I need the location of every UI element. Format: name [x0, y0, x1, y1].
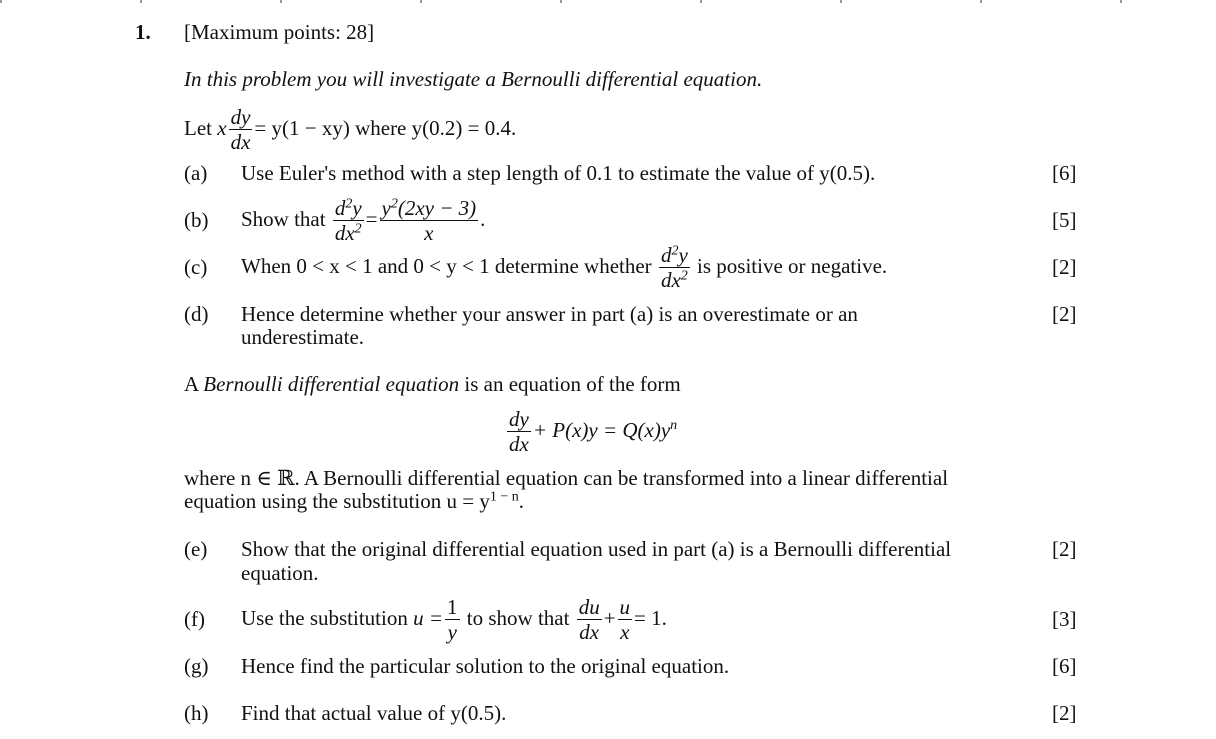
part-a-marks: [6] [1052, 161, 1077, 185]
part-f-label: (f) [184, 607, 205, 631]
bernoulli-definition: A Bernoulli differential equation is an equation of the form [184, 372, 681, 396]
part-e-line-1: Show that the original differential equation used in part (a) is a Bernoulli differential [241, 537, 952, 561]
differential-equation: Let x $\frac{dy}{dx}$ = y(1 − xy) where y(0.2) = 0.4. [184, 105, 517, 154]
part-g-text: Hence find the particular solution to the original equation. [241, 654, 730, 678]
part-f-marks: [3] [1052, 607, 1077, 631]
part-e-label: (e) [184, 537, 208, 561]
one-over-y-fraction: $\frac{1}{y}$ [447, 595, 458, 644]
question-number: 1. [135, 20, 151, 44]
part-c-label: (c) [184, 255, 208, 279]
part-a-text: Use Euler's method with a step length of 0.1 to estimate the value of y(0.5). [241, 161, 876, 185]
part-d-marks: [2] [1052, 302, 1077, 326]
part-h-label: (h) [184, 701, 209, 725]
part-e-line-2: equation. [241, 561, 319, 585]
d2y-dx2-fraction: $\frac{d^2y}{dx^2}$ [334, 196, 362, 245]
bernoulli-where-line-1: where n ∈ ℝ. A Bernoulli differential equation can be transformed into a linear differential [184, 466, 949, 490]
part-b-marks: [5] [1052, 208, 1077, 232]
part-b-label: (b) [184, 208, 209, 232]
d2y-dx2-fraction: $\frac{d^2y}{dx^2}$ [660, 243, 688, 292]
dy-dx-fraction: $\frac{dy}{dx}$ [230, 105, 251, 154]
part-g-marks: [6] [1052, 654, 1077, 678]
clipped-text-edge [0, 0, 1216, 3]
part-f-text: Use the substitution u = $\frac{1}{y}$ to show that $\frac{du}{dx}$ + $\frac{u}{x}$ = 1. [241, 595, 667, 644]
du-dx-fraction: $\frac{du}{dx}$ [578, 595, 600, 644]
max-points: [Maximum points: 28] [184, 20, 375, 44]
part-d-line-1: Hence determine whether your answer in part (a) is an overestimate or an [241, 302, 858, 326]
rhs-fraction: $\frac{y^2(2xy - 3)}{x}$ [381, 196, 477, 245]
part-e-marks: [2] [1052, 537, 1077, 561]
part-h-text: Find that actual value of y(0.5). [241, 701, 507, 725]
part-b-text: Show that $\frac{d^2y}{dx^2}$ = $\frac{y^2(2xy - 3)}{x}$ . [241, 196, 486, 245]
dy-dx-fraction: $\frac{dy}{dx}$ [509, 407, 529, 456]
part-h-marks: [2] [1052, 701, 1077, 725]
u-over-x-fraction: $\frac{u}{x}$ [619, 595, 631, 644]
part-a-label: (a) [184, 161, 208, 185]
bernoulli-form-equation: $\frac{dy}{dx}$ + $P(x)y = Q(x)y^n$ [509, 407, 678, 456]
part-g-label: (g) [184, 654, 209, 678]
bernoulli-where-line-2: equation using the substitution $u = y^{1 - n}$. [184, 489, 524, 513]
part-d-label: (d) [184, 302, 209, 326]
problem-intro: In this problem you will investigate a Bernoulli differential equation. [184, 67, 763, 91]
part-d-line-2: underestimate. [241, 325, 365, 349]
part-c-text: When 0 < x < 1 and 0 < y < 1 determine whether $\frac{d^2y}{dx^2}$ is positive or negative. [241, 243, 888, 292]
part-c-marks: [2] [1052, 255, 1077, 279]
